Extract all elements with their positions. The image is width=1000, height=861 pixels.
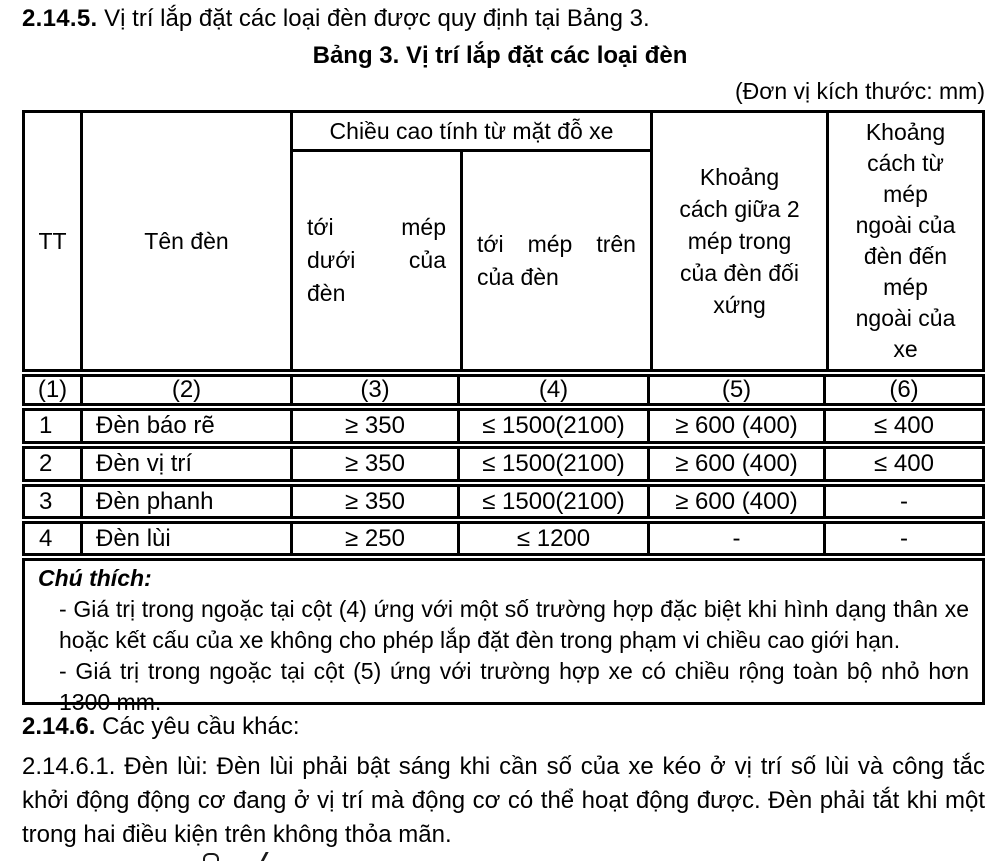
header-col3-line2 xyxy=(307,244,446,277)
section-number-2-14-5: 2.14.5. xyxy=(22,5,98,32)
row-col5-value: ≥ 600 (400) xyxy=(647,411,823,441)
paragraph-2-14-6 xyxy=(22,712,985,742)
header-col3-text xyxy=(293,211,460,310)
header-col5-text xyxy=(653,161,826,321)
row-col4-value: ≤ 1200 xyxy=(457,524,647,553)
table-row-den-vi-tri xyxy=(22,446,985,482)
line: xứng xyxy=(713,292,766,318)
header-col4-text xyxy=(463,228,650,294)
note-item-2: - Giá trị trong ngoặc tại cột (5) ứng với trường hợp xe có chiều rộng toàn bộ nhỏ hơn 1300 mm. xyxy=(59,658,969,715)
line: mép xyxy=(883,274,928,300)
word: của xyxy=(408,247,446,273)
clipped-glyph-top xyxy=(254,852,268,861)
clipped-next-line-fragments xyxy=(0,851,1000,861)
header-cell-ten-den: Tên đèn xyxy=(80,113,290,369)
row-col3-value: ≥ 250 xyxy=(290,524,457,553)
note-item-1: - Giá trị trong ngoặc tại cột (4) ứng với một số trường hợp đặc biệt khi hình dạng thân xe hoặc kết cấu của xe không cho phép lắp đặt đèn trong phạm vi chiều cao giới hạn. xyxy=(59,596,969,653)
table-notes-row xyxy=(22,558,985,715)
line: mép trong xyxy=(687,228,792,254)
row-col4-value: ≤ 1500(2100) xyxy=(457,411,647,441)
header-col6-text xyxy=(829,117,982,365)
row-col5-value: ≥ 600 (400) xyxy=(647,487,823,516)
line: cách giữa 2 xyxy=(679,196,800,222)
header-cell-col4 xyxy=(460,152,650,369)
line: ngoài của xyxy=(855,305,956,331)
header-group-height xyxy=(290,113,650,369)
row-col3-value: ≥ 350 xyxy=(290,411,457,441)
header-col4-line2: của đèn xyxy=(477,263,559,290)
row-lamp-name: Đèn lùi xyxy=(80,524,290,553)
table-header-row xyxy=(22,110,985,372)
table-row-den-bao-re xyxy=(22,408,985,444)
line: đèn đến xyxy=(863,243,948,269)
line: xe xyxy=(893,336,918,362)
header-cell-tt: TT xyxy=(38,227,67,254)
header-col3-line1 xyxy=(307,211,446,244)
word: mép xyxy=(527,230,573,257)
row-col5-value: ≥ 600 (400) xyxy=(647,449,823,479)
row-col5-value: - xyxy=(647,524,823,553)
section-number-2-14-6: 2.14.6. xyxy=(22,713,96,740)
line: cách từ xyxy=(867,150,944,176)
paragraph-2-14-6-1: 2.14.6.1. Đèn lùi: Đèn lùi phải bật sáng khi cần số của xe kéo ở vị trí số lùi và công tắc khởi động động cơ đang ở vị trí mà động cơ có thể hoạt động được. Đèn phải tắt khi một trong hai điều kiện trên không thỏa mãn. xyxy=(22,753,985,848)
row-tt: 2 xyxy=(39,450,53,477)
section-text-2-14-6: Các yêu cầu khác: xyxy=(95,713,300,740)
line: mép xyxy=(883,181,928,207)
col-number: (2) xyxy=(80,377,290,403)
header-height-subrow xyxy=(293,152,650,369)
table-title: Bảng 3. Vị trí lắp đặt các loại đèn xyxy=(312,42,688,69)
row-col4-value: ≤ 1500(2100) xyxy=(457,487,647,516)
unit-note: (Đơn vị kích thước: mm) xyxy=(734,78,985,104)
word: mép xyxy=(401,214,446,240)
line: Khoảng xyxy=(865,119,946,145)
row-col4-value: ≤ 1500(2100) xyxy=(457,449,647,479)
header-cell-col3 xyxy=(293,152,460,369)
col-number: (5) xyxy=(647,377,823,403)
column-number-row xyxy=(22,374,985,406)
table-bang-3 xyxy=(22,110,985,715)
row-col3-value: ≥ 350 xyxy=(290,487,457,516)
header-col4-line1 xyxy=(477,228,636,261)
col-number: (1) xyxy=(37,376,68,403)
row-tt: 4 xyxy=(39,524,53,552)
col-number: (4) xyxy=(457,377,647,403)
row-tt: 1 xyxy=(39,412,53,439)
table-row-den-lui xyxy=(22,521,985,556)
header-col3-line3: đèn xyxy=(307,280,346,306)
header-cell-col5 xyxy=(650,113,826,369)
clipped-glyph-top xyxy=(203,853,219,861)
row-lamp-name: Đèn vị trí xyxy=(80,449,290,479)
notes-block xyxy=(25,561,982,718)
row-lamp-name: Đèn phanh xyxy=(80,487,290,516)
paragraph-2-14-5 xyxy=(22,4,985,34)
table-row-den-phanh xyxy=(22,484,985,519)
row-col6-value: ≤ 400 xyxy=(823,411,982,441)
word: dưới xyxy=(307,247,356,273)
col-number: (3) xyxy=(290,377,457,403)
row-col6-value: - xyxy=(823,487,982,516)
row-tt: 3 xyxy=(39,487,53,515)
row-col6-value: - xyxy=(823,524,982,553)
word: tới xyxy=(477,230,504,257)
header-cell-col6 xyxy=(826,113,982,369)
header-height-group-label: Chiều cao tính từ mặt đỗ xe xyxy=(293,113,650,152)
row-col6-value: ≤ 400 xyxy=(823,449,982,479)
line: ngoài của xyxy=(855,212,956,238)
row-col3-value: ≥ 350 xyxy=(290,449,457,479)
line: của đèn đối xyxy=(680,260,799,286)
row-lamp-name: Đèn báo rẽ xyxy=(80,411,290,441)
notes-title: Chú thích: xyxy=(38,565,152,591)
word: trên xyxy=(596,230,636,257)
col-number: (6) xyxy=(823,377,982,403)
line: Khoảng xyxy=(699,164,780,190)
word: tới xyxy=(307,214,334,240)
section-text-2-14-5: Vị trí lắp đặt các loại đèn được quy định tại Bảng 3. xyxy=(97,5,650,32)
